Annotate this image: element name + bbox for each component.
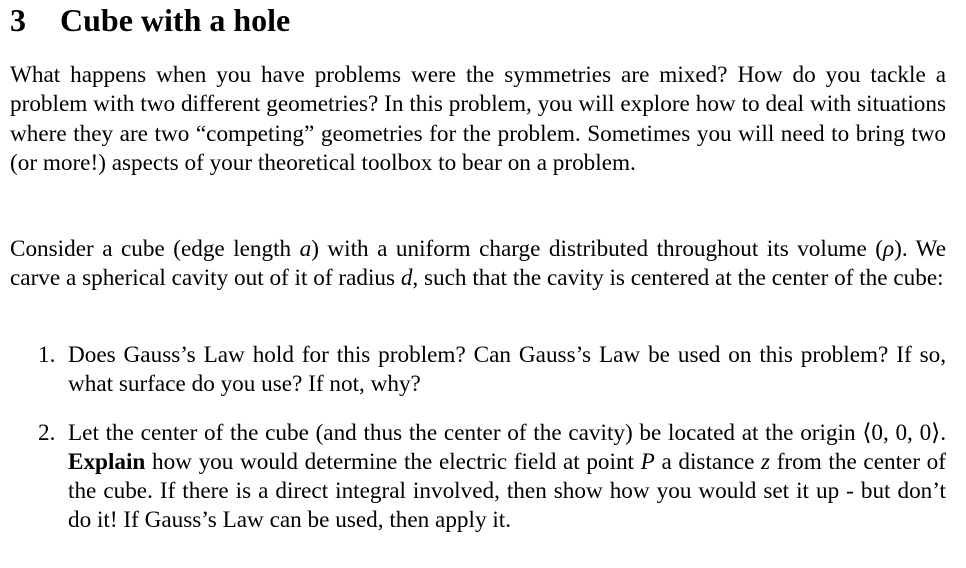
charge-density-symbol: ρ — [882, 236, 895, 262]
question-text-part-e: from the center of the cube. If there is a direct integral involved, then show how you would set it up - but don’t do it! If Gauss’s Law can be used, then apply it. — [68, 448, 946, 534]
question-text-part-c: how you would determine the electric field at point — [145, 448, 641, 475]
setup-text-2: ) with a uniform charge distributed throughout its volume ( — [311, 236, 883, 262]
edge-length-symbol: a — [299, 236, 312, 262]
cavity-radius-symbol: d — [400, 265, 413, 292]
section-title: Cube with a hole — [60, 2, 291, 38]
origin-vector: ⟨0, 0, 0⟩ — [862, 419, 941, 446]
section-heading — [10, 0, 946, 42]
intro-paragraph: What happens when you have problems were the symmetries are mixed? How do you tackle a problem with two different geometries? In this problem, you will explore how to deal with situations where they are two “competing” geometries for the problem. Sometimes you will need to bring two (or more!) aspects of your theoretical toolbox to bear on a problem. — [10, 62, 946, 176]
question-text: Does Gauss’s Law hold for this problem? Can Gauss’s Law be used on this problem? If so, what surface do you use? If not, why? — [68, 342, 946, 398]
explain-keyword: Explain — [68, 448, 146, 475]
question-item — [10, 419, 946, 536]
setup-text-3: ). We carve a spherical cavity out of it of radius — [10, 236, 946, 292]
setup-paragraph — [10, 235, 946, 294]
question-text-part-b: . — [940, 419, 947, 446]
document-page — [10, 0, 947, 534]
setup-text-4: , such that the cavity is centered at the center of the cube: — [412, 265, 944, 292]
question-text-part-a: Let the center of the cube (and thus the center of the cavity) be located at the origin — [68, 419, 863, 446]
point-symbol: P — [640, 448, 655, 475]
question-item — [10, 341, 946, 400]
question-text-part-d: a distance — [654, 448, 762, 475]
question-number: 1. — [38, 342, 56, 368]
question-list — [10, 341, 946, 536]
section-number: 3 — [10, 2, 26, 38]
distance-symbol: z — [761, 448, 771, 475]
question-number: 2. — [38, 419, 56, 446]
setup-text-1: Consider a cube (edge length — [10, 236, 300, 262]
